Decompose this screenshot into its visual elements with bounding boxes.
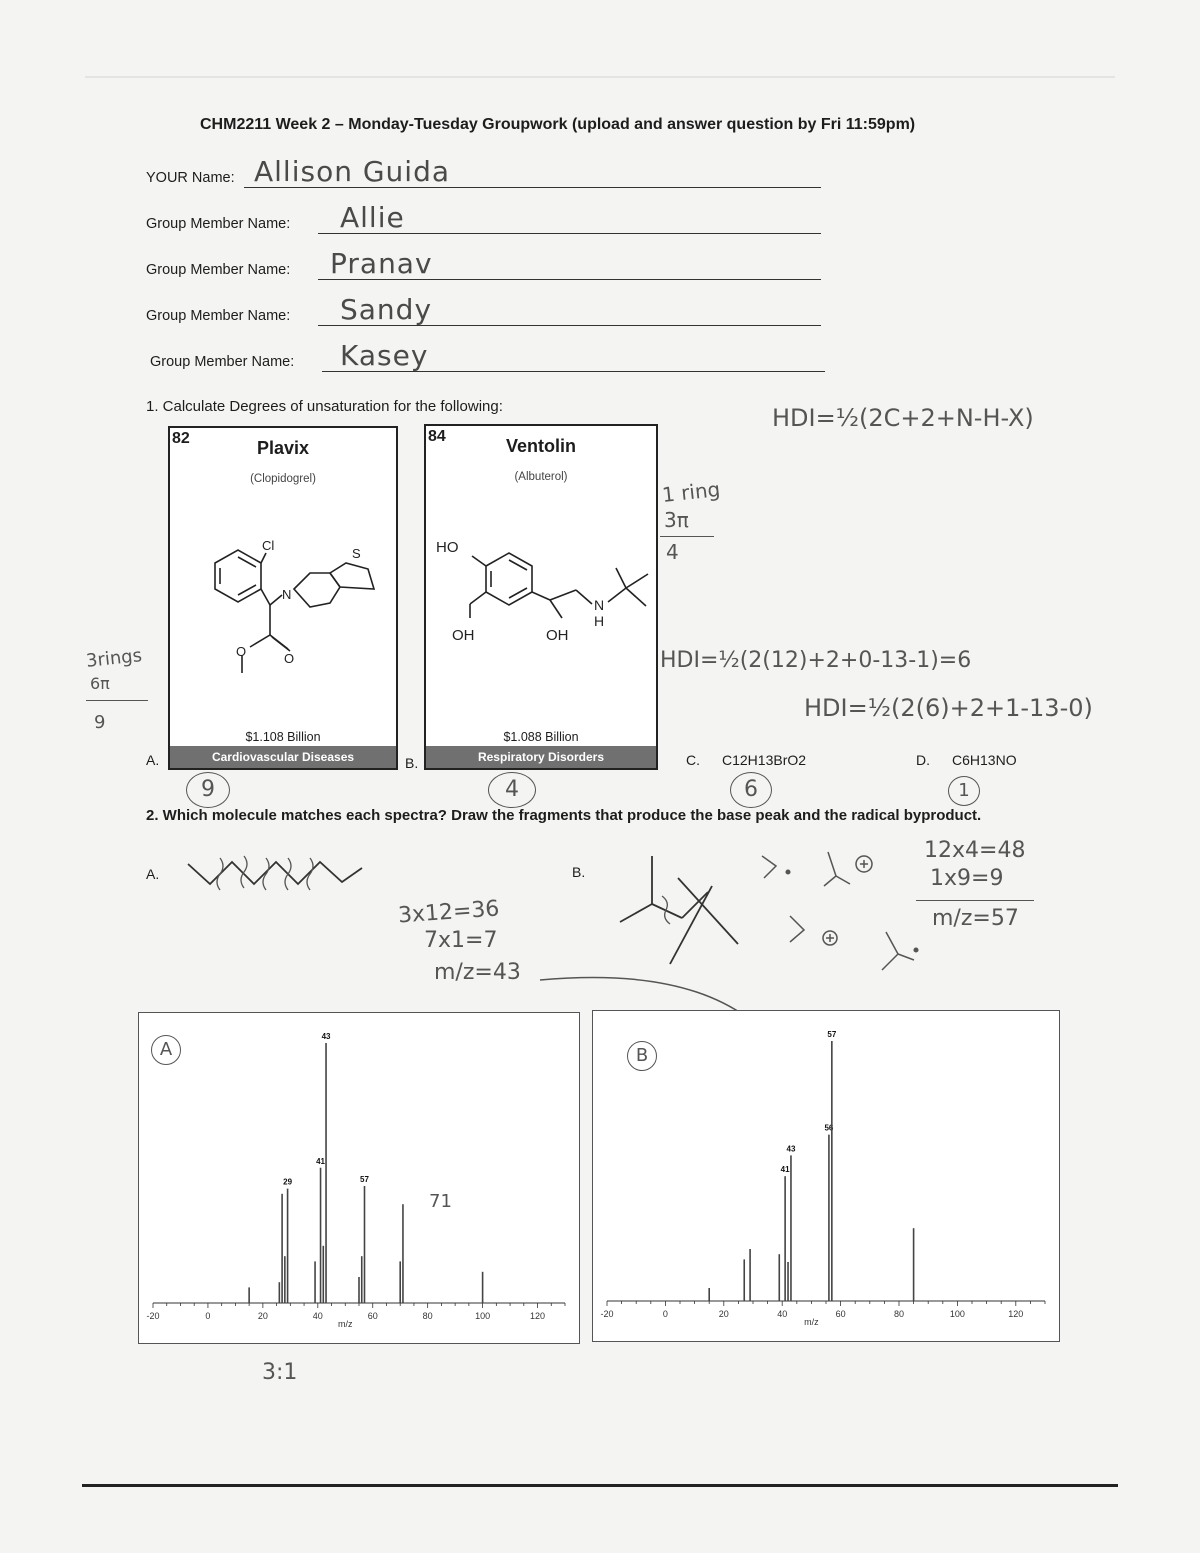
note-a-line3: m/z=43 [434, 960, 521, 985]
atom-o-ester: O [236, 644, 247, 659]
x-tick-label: 40 [312, 1311, 323, 1321]
your-name-row [146, 155, 821, 190]
mass-spectrum-a [138, 1012, 580, 1344]
work-b-ring: 1 ring [660, 477, 722, 507]
work-a-rule [86, 700, 148, 701]
note-b-line1: 12x4=48 [924, 838, 1026, 863]
drug-rank-number: 82 [172, 430, 190, 447]
x-tick-label: -20 [600, 1309, 614, 1319]
peak-label: 41 [316, 1156, 325, 1166]
top-rule [85, 76, 1115, 78]
answer-b-circled [488, 772, 536, 808]
q1-letter-b: B. [405, 755, 419, 771]
x-tick-label: 40 [777, 1309, 788, 1319]
x-tick-label: 20 [257, 1311, 268, 1321]
q2-letter-b: B. [572, 864, 586, 880]
note-b-line3: m/z=57 [932, 906, 1019, 931]
drug-generic-name: (Clopidogrel) [250, 473, 316, 485]
answer-c: 6 [744, 777, 758, 802]
x-axis-label: m/z [338, 1319, 353, 1329]
atom-n: N [282, 587, 292, 602]
bottom-rule [82, 1484, 1118, 1487]
answer-c-circled [730, 772, 772, 808]
member-label: Group Member Name: [150, 354, 295, 370]
spectrum-b-circled [627, 1041, 657, 1071]
clopidogrel-structure [170, 523, 396, 713]
answer-d-circled [948, 776, 980, 806]
fragment-sketches [760, 842, 920, 982]
peak-label: 43 [321, 1032, 331, 1041]
member-name-3: Sandy [340, 293, 433, 326]
drug-sales: $1.108 Billion [245, 730, 321, 744]
drug-category: Cardiovascular Diseases [170, 746, 396, 768]
x-tick-label: 20 [718, 1309, 729, 1319]
x-tick-label: 120 [1008, 1309, 1024, 1319]
question-2-prompt: 2. Which molecule matches each spectra? Draw the fragments that produce the base peak and the radical byproduct. [146, 807, 982, 824]
member-name-2: Pranav [330, 247, 433, 280]
question-1-prompt: 1. Calculate Degrees of unsaturation for the following: [146, 398, 503, 415]
spectrum-a-mark: A [159, 1039, 173, 1060]
member-row-3 [146, 293, 821, 328]
work-b-pi: 3π [664, 508, 689, 532]
work-a-pi: 6π [90, 674, 110, 693]
formula-d: C6H13NO [952, 752, 1017, 768]
your-name-label: YOUR Name: [146, 170, 235, 186]
drug-generic-name: (Albuterol) [514, 471, 568, 483]
x-tick-label: -20 [146, 1311, 160, 1321]
x-tick-label: 100 [949, 1309, 965, 1319]
work-a-total: 9 [94, 712, 106, 733]
spectrum-b-mark: B [635, 1045, 649, 1066]
note-b-rule [916, 900, 1034, 901]
branched-alkane-structure [612, 848, 752, 968]
spectrum-a-circled [151, 1035, 181, 1065]
q2-letter-a: A. [146, 866, 160, 882]
page-title: CHM2211 Week 2 – Monday-Tuesday Groupwork (upload and answer question by Fri 11:59pm) [200, 116, 916, 133]
q1-letter-a: A. [146, 752, 160, 768]
answer-a-circled [186, 772, 230, 808]
mass-spectrum-b [592, 1010, 1060, 1342]
peak-label: 57 [827, 1030, 837, 1039]
peak-label: 41 [780, 1165, 790, 1175]
x-tick-label: 100 [475, 1311, 491, 1321]
member-label: Group Member Name: [146, 216, 291, 232]
mass-spectrum-b-plot [593, 1011, 1059, 1341]
work-d-calc: HDI=½(2(6)+2+1-13-0) [804, 694, 1093, 722]
q1-letter-c: C. [686, 752, 700, 768]
answer-b: 4 [505, 777, 519, 802]
x-axis-label: m/z [804, 1317, 819, 1327]
atom-s: S [352, 546, 361, 561]
member-name-4: Kasey [340, 339, 429, 372]
answer-d: 1 [958, 780, 970, 801]
hdi-formula-note: HDI=½(2C+2+N-H-X) [772, 404, 1034, 432]
x-tick-label: 60 [367, 1311, 378, 1321]
peak-label: 56 [824, 1123, 834, 1133]
albuterol-structure [426, 526, 656, 666]
mass-spectrum-a-plot [139, 1013, 579, 1343]
drug-sales: $1.088 Billion [503, 730, 579, 744]
x-tick-label: 0 [205, 1311, 211, 1321]
drug-card-plavix [168, 426, 398, 770]
drug-rank-number: 84 [428, 428, 446, 445]
work-b-rule [660, 536, 714, 537]
peak-label: 57 [360, 1175, 369, 1184]
member-label: Group Member Name: [146, 308, 291, 324]
work-b-total: 4 [666, 540, 679, 564]
atom-oh-right: OH [546, 627, 569, 644]
peak-label: 29 [283, 1177, 293, 1187]
note-a-line1: 3x12=36 [397, 896, 501, 929]
formula-c: C12H13BrO2 [722, 752, 807, 768]
thiophene-ring [330, 563, 374, 589]
member-label: Group Member Name: [146, 262, 291, 278]
x-tick-label: 60 [835, 1309, 846, 1319]
atom-o-carbonyl: O [284, 651, 295, 666]
atom-h: H [594, 613, 605, 629]
atom-n: N [594, 597, 605, 613]
atom-ho: HO [436, 539, 459, 556]
note-b-line2: 1x9=9 [930, 866, 1004, 891]
octane-skeletal-structure [184, 848, 384, 898]
work-a-rings: 3rings [85, 645, 144, 672]
q1-letter-d: D. [916, 752, 930, 768]
ratio-note: 3:1 [262, 1360, 298, 1385]
atom-cl: Cl [262, 538, 275, 553]
member-row-2 [146, 247, 821, 282]
member-row-1 [146, 201, 821, 236]
drug-brand-name: Plavix [256, 438, 310, 458]
member-row-4 [150, 339, 825, 374]
work-c-calc: HDI=½(2(12)+2+0-13-1)=6 [660, 648, 972, 673]
answer-a: 9 [201, 777, 215, 802]
x-tick-label: 80 [893, 1309, 905, 1319]
note-a-line2: 7x1=7 [424, 928, 498, 953]
drug-category: Respiratory Disorders [426, 746, 656, 768]
drug-brand-name: Ventolin [505, 436, 576, 456]
x-tick-label: 120 [530, 1311, 546, 1321]
peak-label: 43 [786, 1144, 796, 1154]
your-name-value: Allison Guida [254, 155, 451, 188]
x-tick-label: 80 [422, 1311, 433, 1321]
member-name-1: Allie [340, 201, 405, 234]
x-tick-label: 0 [662, 1309, 668, 1319]
atom-oh-left: OH [452, 627, 475, 644]
drug-card-ventolin [424, 424, 658, 770]
peak-71-note: 71 [429, 1191, 452, 1212]
